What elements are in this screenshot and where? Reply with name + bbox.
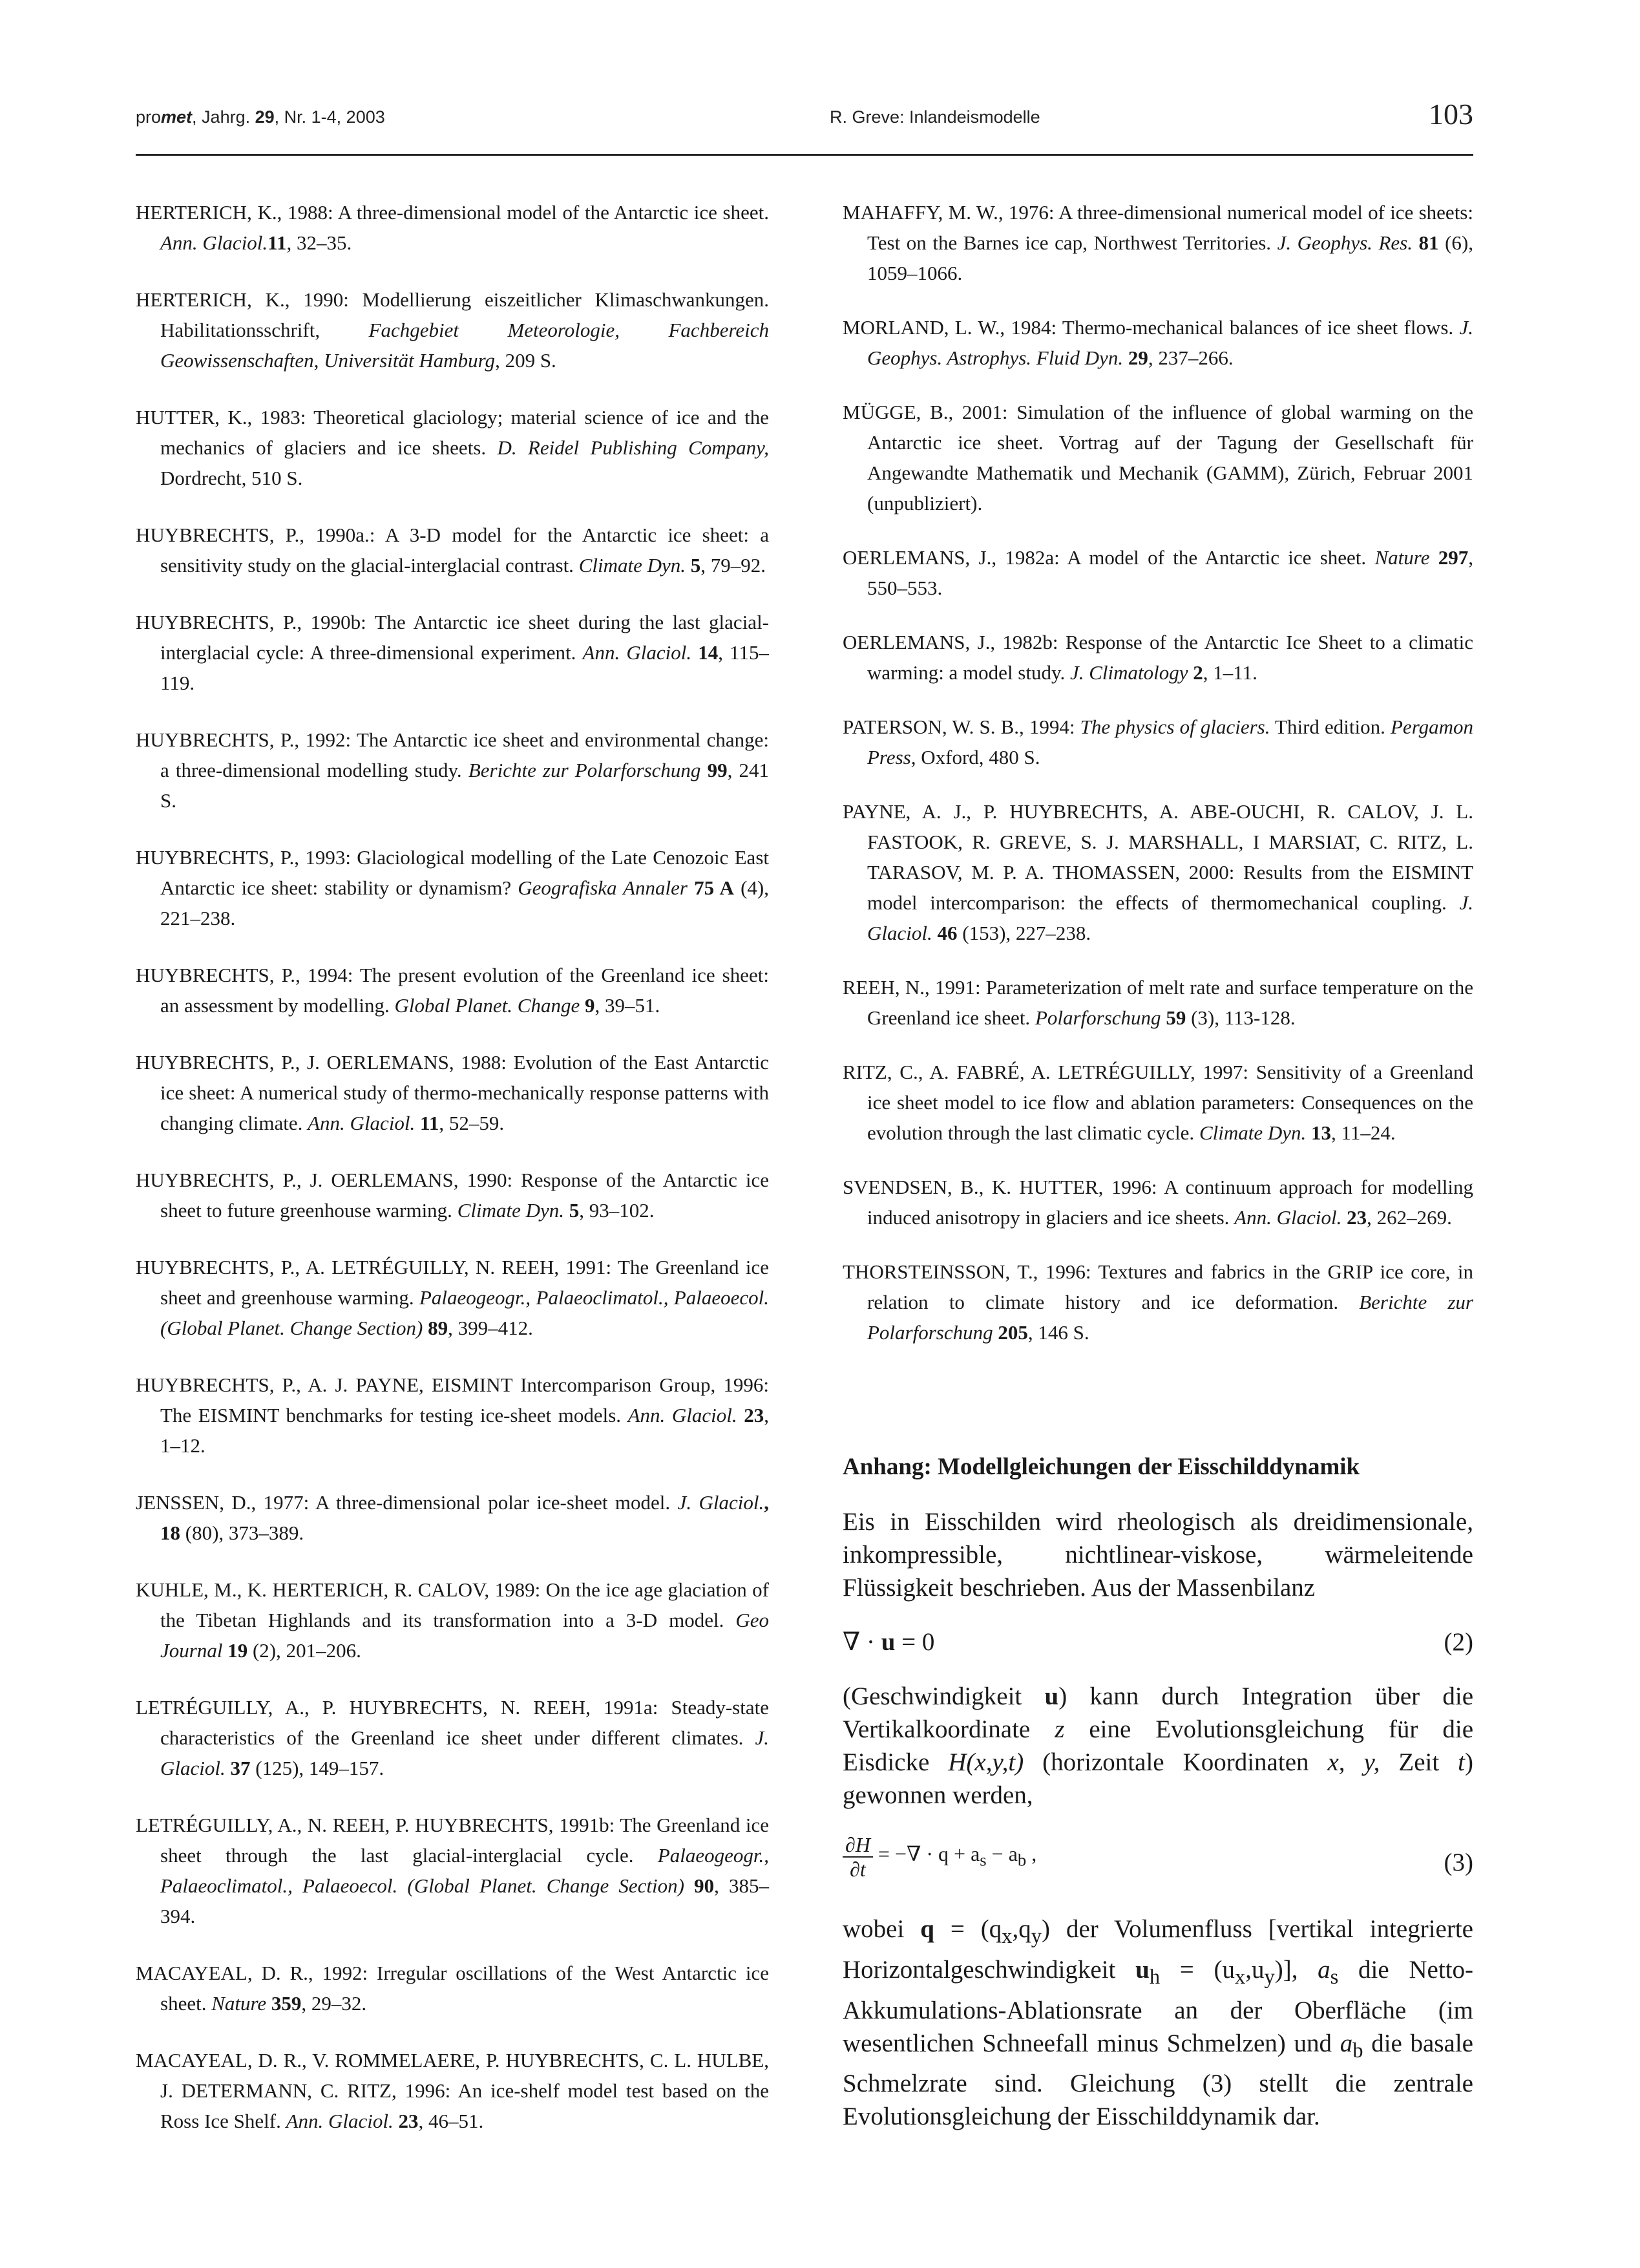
reference-source: J. Geophys. Astrophys. Fluid Dyn. bbox=[867, 316, 1473, 369]
p3-ab-symbol: a bbox=[1340, 2029, 1353, 2057]
reference-pages: (6), 1059–1066. bbox=[867, 231, 1474, 284]
reference-source: Ann. Glaciol. bbox=[308, 1112, 415, 1134]
reference-entry bbox=[136, 2045, 769, 2136]
reference-volume: 5 bbox=[564, 1199, 580, 1222]
journal-rest: , Jahrg. bbox=[192, 107, 255, 127]
reference-pages: (4), 221–238. bbox=[160, 876, 769, 929]
reference-entry bbox=[136, 402, 769, 493]
reference-entry bbox=[843, 312, 1473, 373]
reference-source: J. Glaciol. bbox=[677, 1491, 764, 1514]
reference-entry bbox=[136, 1047, 769, 1138]
reference-source: Global Planet. Change bbox=[394, 994, 580, 1017]
reference-volume: 23 bbox=[1341, 1206, 1367, 1229]
p2-text-b: ) kann durch Integration über die Vertikalkoordinate bbox=[843, 1682, 1474, 1743]
appendix-paragraph-3 bbox=[843, 1913, 1473, 2133]
reference-entry bbox=[843, 1256, 1473, 1348]
eq3-comma: , bbox=[1026, 1841, 1037, 1865]
reference-volume: 5 bbox=[686, 554, 701, 577]
reference-text: HUYBRECHTS, P., 1990a.: A 3-D model for the Antarctic ice sheet: a sensitivity study on the glacial-interglacial contrast. bbox=[136, 524, 769, 577]
page-number: 103 bbox=[1429, 98, 1473, 131]
p3-sub-y: y bbox=[1031, 1924, 1042, 1948]
eq3-fraction bbox=[843, 1833, 873, 1881]
reference-entry bbox=[843, 712, 1473, 772]
eq3-sub-b: b bbox=[1017, 1850, 1027, 1870]
reference-text: SVENDSEN, B., K. HUTTER, 1996: A continuum approach for modelling induced anisotropy in glaciers and ice sheets. bbox=[843, 1176, 1473, 1229]
reference-text: HUYBRECHTS, P., A. J. PAYNE, EISMINT Intercomparison Group, 1996: The EISMINT benchmarks for testing ice-sheet models. bbox=[136, 1373, 769, 1426]
reference-source: Climate Dyn. bbox=[1199, 1121, 1307, 1144]
p3-text-i: die basale Schmelzrate sind. Gleichung (3) stellt die zentrale Evolutionsgleichung der Eisschilddynamik dar. bbox=[843, 2029, 1473, 2131]
reference-text: HUYBRECHTS, P., 1992: The Antarctic ice sheet and environmental change: a three-dimensional modelling study. bbox=[136, 728, 769, 781]
reference-entry bbox=[136, 1958, 769, 2019]
p3-text-h: die Netto-Akkumulations-Ablationsrate an der Oberfläche (im wesentlichen Schneefall minus Schmelzen) und bbox=[843, 1955, 1474, 2057]
reference-text: HERTERICH, K., 1990: Modellierung eiszeitlicher Klimaschwankungen. Habilitationsschrift, bbox=[136, 288, 769, 341]
reference-pages: , 11–24. bbox=[1331, 1121, 1396, 1144]
equation-number-3: (3) bbox=[1444, 1849, 1473, 1876]
reference-pages: , 93–102. bbox=[579, 1199, 655, 1222]
reference-pages: , 209 S. bbox=[495, 349, 556, 372]
reference-pages: (153), 227–238. bbox=[957, 922, 1091, 944]
reference-entry bbox=[843, 796, 1473, 948]
reference-volume: 205 bbox=[993, 1321, 1028, 1344]
reference-source: Berichte zur Polarforschung bbox=[468, 759, 701, 781]
reference-entry bbox=[136, 607, 769, 698]
reference-text: RITZ, C., A. FABRÉ, A. LETRÉGUILLY, 1997: Sensitivity of a Greenland ice sheet model to ice flow and ablation parameters: Consequences on the evolution through the last climatic cycle. bbox=[843, 1061, 1473, 1144]
reference-source: Ann. Glaciol. bbox=[582, 641, 692, 664]
reference-source: Climate Dyn. bbox=[457, 1199, 564, 1222]
journal-prefix: pro bbox=[136, 107, 162, 127]
p3-sub-y2: y bbox=[1264, 1965, 1275, 1989]
p3-text-e: = (u bbox=[1160, 1955, 1235, 1984]
reference-entry bbox=[843, 972, 1473, 1033]
reference-text: HUYBRECHTS, P., 1990b: The Antarctic ice sheet during the last glacial-interglacial cycle: A three-dimensional experiment. bbox=[136, 611, 769, 664]
reference-text: OERLEMANS, J., 1982b: Response of the Antarctic Ice Sheet to a climatic warming: a model study. bbox=[843, 631, 1473, 684]
reference-text: HUYBRECHTS, P., J. OERLEMANS, 1988: Evolution of the East Antarctic ice sheet: A numerical study of thermo-mechanically response patterns with changing climate. bbox=[136, 1051, 769, 1134]
reference-list-left bbox=[136, 197, 769, 2136]
reference-volume: 9 bbox=[580, 994, 595, 1017]
reference-text: MACAYEAL, D. R., 1992: Irregular oscillations of the West Antarctic ice sheet. bbox=[136, 1962, 769, 2015]
p2-text-a: (Geschwindigkeit bbox=[843, 1682, 1045, 1710]
reference-source: J. Climatology bbox=[1069, 661, 1188, 684]
p3-sub-b: b bbox=[1352, 2039, 1363, 2062]
reference-source: Geografiska Annaler bbox=[518, 876, 688, 899]
reference-pages: Third edition. bbox=[1270, 715, 1391, 738]
reference-volume: 2 bbox=[1188, 661, 1203, 684]
reference-source: Ann. Glaciol. bbox=[1234, 1206, 1342, 1229]
reference-entry bbox=[136, 1574, 769, 1666]
reference-entry bbox=[136, 1165, 769, 1225]
p2-text-f: ) gewonnen werden, bbox=[843, 1748, 1474, 1809]
reference-text: LETRÉGUILLY, A., P. HUYBRECHTS, N. REEH, 1991a: Steady-state characteristics of the Greenland ice sheet under different climates. bbox=[136, 1696, 769, 1749]
right-column bbox=[843, 197, 1473, 2133]
left-column bbox=[136, 197, 769, 2163]
reference-entry bbox=[136, 1692, 769, 1783]
reference-volume: 90 bbox=[684, 1874, 715, 1897]
p3-uh-symbol: u bbox=[1135, 1955, 1150, 1984]
reference-pages: Dordrecht, 510 S. bbox=[160, 467, 303, 489]
p3-sub-x2: x bbox=[1234, 1965, 1246, 1989]
reference-entry bbox=[843, 542, 1473, 603]
appendix-paragraph-2 bbox=[843, 1680, 1473, 1812]
reference-pages: , 52–59. bbox=[439, 1112, 505, 1134]
reference-pages: (3), 113-128. bbox=[1186, 1006, 1296, 1029]
reference-source: Nature bbox=[1374, 546, 1430, 569]
reference-location: Oxford, 480 S. bbox=[916, 746, 1040, 768]
reference-entry bbox=[136, 1810, 769, 1931]
p3-text-c: ,q bbox=[1012, 1915, 1031, 1943]
running-header bbox=[136, 98, 1473, 156]
reference-volume: 59 bbox=[1161, 1006, 1186, 1029]
journal-issue: , Nr. 1-4, 2003 bbox=[274, 107, 385, 127]
p2-velocity-symbol: u bbox=[1044, 1682, 1059, 1710]
reference-source: Berichte zur Polarforschung bbox=[867, 1291, 1474, 1344]
reference-volume: 75 A bbox=[687, 876, 734, 899]
journal-volume: 29 bbox=[255, 107, 275, 127]
reference-text: THORSTEINSSON, T., 1996: Textures and fabrics in the GRIP ice core, in relation to climate history and ice deformation. bbox=[843, 1260, 1473, 1313]
reference-volume: 14 bbox=[691, 641, 719, 664]
p2-thickness-symbol: H(x,y,t) bbox=[948, 1748, 1024, 1776]
reference-text: JENSSEN, D., 1977: A three-dimensional polar ice-sheet model. bbox=[136, 1491, 678, 1514]
reference-source: J. Geophys. Res. bbox=[1277, 231, 1413, 254]
reference-text: HERTERICH, K., 1988: A three-dimensional model of the Antarctic ice sheet. bbox=[136, 201, 769, 224]
reference-text: HUYBRECHTS, P., 1993: Glaciological modelling of the Late Cenozoic East Antarctic ice sheet: stability or dynamism? bbox=[136, 846, 769, 899]
reference-volume: 11 bbox=[415, 1112, 439, 1134]
eq3-sub-s: s bbox=[980, 1850, 987, 1870]
reference-volume: 23 bbox=[737, 1404, 764, 1426]
reference-pages: , 146 S. bbox=[1027, 1321, 1089, 1344]
reference-pages: , 385–394. bbox=[160, 1874, 770, 1927]
eq2-vector-u: u bbox=[881, 1628, 896, 1656]
reference-pages: (125), 149–157. bbox=[250, 1757, 384, 1779]
reference-text: PATERSON, W. S. B., 1994: bbox=[843, 715, 1080, 738]
reference-source: Ann. Glaciol. bbox=[627, 1404, 737, 1426]
reference-source: Palaeogeogr., Palaeoclimatol., Palaeoecol. (Global Planet. Change Section) bbox=[160, 1844, 769, 1897]
p2-text-d: (horizontale Koordinaten bbox=[1024, 1748, 1328, 1776]
reference-source: Nature bbox=[211, 1992, 267, 2015]
p3-as-symbol: a bbox=[1318, 1955, 1330, 1984]
eq2-rhs: = 0 bbox=[895, 1628, 935, 1656]
reference-text: HUYBRECHTS, P., A. LETRÉGUILLY, N. REEH, 1991: The Greenland ice sheet and greenhouse warming. bbox=[136, 1256, 769, 1309]
reference-source: J. Glaciol. bbox=[867, 891, 1473, 944]
reference-volume: 297 bbox=[1429, 546, 1469, 569]
reference-entry bbox=[136, 725, 769, 816]
eq3-denominator: ∂t bbox=[850, 1858, 866, 1881]
p3-sub-x: x bbox=[1002, 1924, 1013, 1948]
eq3-rhs-text: = −∇ · q + a bbox=[872, 1841, 980, 1865]
equation-3 bbox=[843, 1833, 1473, 1891]
reference-pages: , 29–32. bbox=[301, 1992, 367, 2015]
equation-number-2: (2) bbox=[1444, 1628, 1473, 1656]
reference-pages: (2), 201–206. bbox=[247, 1639, 361, 1662]
p3-sub-s: s bbox=[1330, 1965, 1339, 1989]
reference-source: Polarforschung bbox=[1035, 1006, 1161, 1029]
reference-pages: , 32–35. bbox=[286, 231, 352, 254]
p3-sub-h: h bbox=[1149, 1965, 1161, 1989]
reference-source: Ann. Glaciol. bbox=[160, 231, 268, 254]
equation-2 bbox=[843, 1626, 1473, 1659]
reference-pages: , 262–269. bbox=[1367, 1206, 1452, 1229]
reference-entry bbox=[136, 1487, 769, 1548]
reference-volume: 46 bbox=[932, 922, 958, 944]
reference-entry bbox=[136, 520, 769, 580]
reference-entry bbox=[136, 284, 769, 376]
reference-entry bbox=[136, 1370, 769, 1461]
p3-flux-symbol: q bbox=[920, 1915, 934, 1943]
reference-text: MÜGGE, B., 2001: Simulation of the influence of global warming on the Antarctic ice sheet. Vortrag auf der Tagung der Gesellschaft für Angewandte Mathematik und Mechanik (GAMM), Zürich, Februar 2001 (unpubliziert). bbox=[843, 401, 1473, 514]
journal-brand: met bbox=[161, 107, 193, 127]
reference-volume: 99 bbox=[700, 759, 728, 781]
reference-pages: , 39–51. bbox=[594, 994, 660, 1017]
p2-xy-symbols: x, y, bbox=[1327, 1748, 1380, 1776]
eq3-minus-ab: − a bbox=[986, 1841, 1018, 1865]
reference-volume: 359 bbox=[266, 1992, 302, 2015]
eq3-rhs bbox=[872, 1841, 1037, 1870]
journal-citation bbox=[136, 107, 385, 127]
p3-text-b: = (q bbox=[934, 1915, 1002, 1943]
reference-source: D. Reidel Publishing Company, bbox=[497, 436, 769, 459]
reference-volume: 29 bbox=[1123, 346, 1148, 369]
reference-pages: , 237–266. bbox=[1148, 346, 1234, 369]
reference-volume: 81 bbox=[1412, 231, 1439, 254]
reference-source: Climate Dyn. bbox=[578, 554, 686, 577]
p2-text-c: eine Evolutionsgleichung für die Eisdicke bbox=[843, 1715, 1474, 1776]
reference-text: HUYBRECHTS, P., J. OERLEMANS, 1990: Response of the Antarctic ice sheet to future greenhouse warming. bbox=[136, 1169, 769, 1222]
reference-pages: , 79–92. bbox=[700, 554, 766, 577]
reference-source: Palaeogeogr., Palaeoclimatol., Palaeoecol. (Global Planet. Change Section) bbox=[160, 1286, 769, 1339]
reference-pages: , 399–412. bbox=[448, 1317, 533, 1339]
reference-text: OERLEMANS, J., 1982a: A model of the Antarctic ice sheet. bbox=[843, 546, 1375, 569]
reference-volume: 11 bbox=[268, 231, 287, 254]
reference-source: Geo Journal bbox=[160, 1609, 769, 1662]
reference-volume: , 18 bbox=[160, 1491, 769, 1544]
reference-pages: , 46–51. bbox=[418, 2110, 484, 2132]
reference-text: PAYNE, A. J., P. HUYBRECHTS, A. ABE-OUCHI, R. CALOV, J. L. FASTOOK, R. GREVE, S. J. MARSHALL, I MARSIAT, C. RITZ, L. TARASOV, M. P. A. THOMASSEN, 2000: Results from the EISMINT model intercomparison: the effects of thermomechanical coupling. bbox=[843, 800, 1473, 914]
reference-volume: 19 bbox=[222, 1639, 248, 1662]
reference-pages: , 115–119. bbox=[160, 641, 769, 694]
reference-source: J. Glaciol. bbox=[160, 1726, 769, 1779]
reference-entry bbox=[136, 842, 769, 933]
reference-text: MACAYEAL, D. R., V. ROMMELAERE, P. HUYBRECHTS, C. L. HULBE, J. DETERMANN, C. RITZ, 1996: An ice-shelf model test based on the Ross Ice Shelf. bbox=[136, 2049, 769, 2132]
article-author-title: R. Greve: Inlandeismodelle bbox=[830, 107, 1040, 127]
p3-text-g: )], bbox=[1274, 1955, 1318, 1984]
reference-pages: , 1–12. bbox=[160, 1404, 770, 1457]
reference-entry bbox=[843, 1057, 1473, 1148]
reference-source: Fachgebiet Meteorologie, Fachbereich Geowissenschaften, Universität Hamburg bbox=[160, 319, 769, 372]
reference-list-right bbox=[843, 197, 1473, 1348]
reference-text: LETRÉGUILLY, A., N. REEH, P. HUYBRECHTS, 1991b: The Greenland ice sheet through the last glacial-interglacial cycle. bbox=[136, 1814, 769, 1867]
p3-text-a: wobei bbox=[843, 1915, 921, 1943]
reference-entry bbox=[843, 397, 1473, 518]
eq2-nabla: ∇ · bbox=[843, 1628, 881, 1656]
reference-entry bbox=[136, 1252, 769, 1343]
appendix-heading: Anhang: Modellgleichungen der Eisschilddynamik bbox=[843, 1454, 1360, 1480]
reference-text: HUYBRECHTS, P., 1994: The present evolution of the Greenland ice sheet: an assessment by modelling. bbox=[136, 964, 769, 1017]
reference-text: REEH, N., 1991: Parameterization of melt rate and surface temperature on the Greenland ice sheet. bbox=[843, 976, 1473, 1029]
p2-t-symbol: t bbox=[1458, 1748, 1466, 1776]
reference-volume: 23 bbox=[393, 2110, 419, 2132]
reference-text: HUTTER, K., 1983: Theoretical glaciology; material science of ice and the mechanics of glaciers and ice sheets. bbox=[136, 406, 769, 459]
reference-source: The physics of glaciers. bbox=[1080, 715, 1270, 738]
reference-pages: (80), 373–389. bbox=[180, 1521, 304, 1544]
reference-volume: 89 bbox=[423, 1317, 448, 1339]
reference-text: MORLAND, L. W., 1984: Thermo-mechanical balances of ice sheet flows. bbox=[843, 316, 1460, 339]
eq3-numerator: ∂H bbox=[843, 1833, 873, 1858]
p3-text-d: ) der Volumenfluss [vertikal integrierte Horizontalgeschwindigkeit bbox=[843, 1915, 1473, 1984]
reference-pages: , 550–553. bbox=[867, 546, 1474, 599]
reference-pages: , 241 S. bbox=[160, 759, 770, 812]
reference-entry bbox=[843, 627, 1473, 688]
reference-volume: 37 bbox=[225, 1757, 251, 1779]
p2-z-symbol: z bbox=[1055, 1715, 1065, 1743]
reference-volume: 13 bbox=[1306, 1121, 1331, 1144]
reference-entry bbox=[843, 1172, 1473, 1233]
reference-source: Ann. Glaciol. bbox=[286, 2110, 394, 2132]
appendix-paragraph-1: Eis in Eisschilden wird rheologisch als dreidimensionale, inkompressible, nichtlinear-viskose, wärmeleitende Flüssigkeit beschrieben. Aus der Massenbilanz bbox=[843, 1508, 1473, 1602]
p3-text-f: ,u bbox=[1245, 1955, 1265, 1984]
reference-entry bbox=[136, 960, 769, 1021]
reference-text: KUHLE, M., K. HERTERICH, R. CALOV, 1989: On the ice age glaciation of the Tibetan Highlands and its transformation into a 3-D model. bbox=[136, 1578, 769, 1631]
reference-pages: , 1–11. bbox=[1203, 661, 1257, 684]
reference-entry bbox=[136, 197, 769, 258]
reference-entry bbox=[843, 197, 1473, 288]
p2-text-e: Zeit bbox=[1380, 1748, 1458, 1776]
reference-text: MAHAFFY, M. W., 1976: A three-dimensional numerical model of ice sheets: Test on the Barnes ice cap, Northwest Territories. bbox=[843, 201, 1473, 254]
reference-publisher: Pergamon Press, bbox=[867, 715, 1473, 768]
